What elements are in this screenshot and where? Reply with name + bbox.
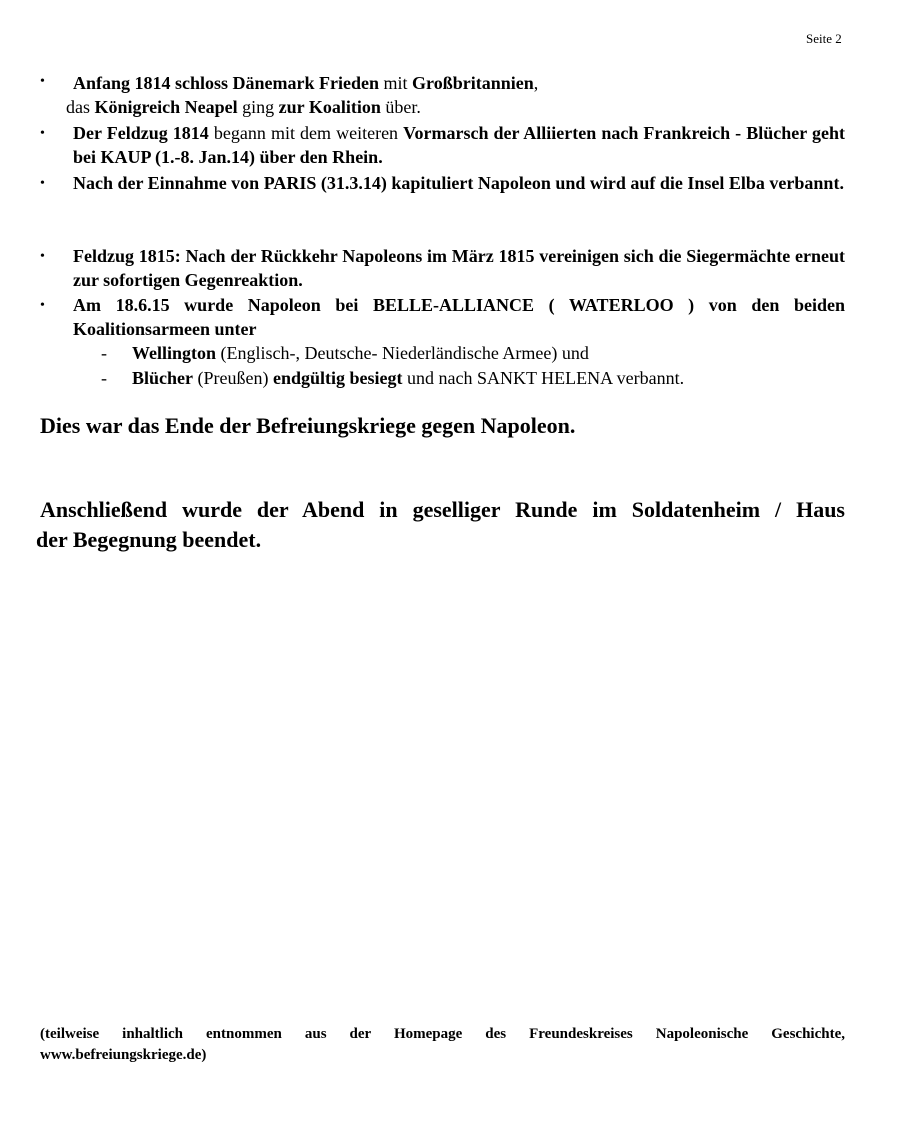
dash-icon: - xyxy=(101,343,107,363)
sub-2-detail-b: und nach SANKT HELENA verbannt. xyxy=(402,368,685,388)
bullet-icon: • xyxy=(40,176,45,191)
bullet-icon: • xyxy=(40,298,45,313)
bullet-1-text-c: das xyxy=(66,97,95,117)
source-note xyxy=(40,1024,845,1066)
bullet-1-text-d: ging xyxy=(237,97,279,117)
closing-paragraph xyxy=(36,495,845,555)
source-line-1: (teilweise inhaltlich entnommen aus der Homepage des Freundeskreises Napoleonische Geschichte, xyxy=(40,1026,845,1042)
bullet-icon: • xyxy=(40,126,45,141)
sub-item-wellington xyxy=(132,341,589,365)
sub-1-name: Wellington xyxy=(132,343,217,363)
conclusion-heading: Dies war das Ende der Befreiungskriege gegen Napoleon. xyxy=(40,413,576,438)
bullet-1-text-e: über. xyxy=(380,97,421,117)
bullet-2-text-a: begann mit dem weiteren xyxy=(208,123,404,143)
dash-icon: - xyxy=(101,368,107,388)
bullet-item-4: Feldzug 1815: Nach der Rückkehr Napoleons im März 1815 vereinigen sich die Siegermächte erneut zur sofortigen Gegenreaktion. xyxy=(73,246,845,290)
bullet-1-bold-b: Großbritannien xyxy=(412,73,534,93)
bullet-item-2 xyxy=(73,121,845,169)
sub-2-name: Blücher xyxy=(132,368,193,388)
page-number: Seite 2 xyxy=(806,31,842,46)
closing-line-2: der Begegnung beendet. xyxy=(36,527,262,552)
bullet-item-5: Am 18.6.15 wurde Napoleon bei BELLE-ALLIANCE ( WATERLOO ) von den beiden Koalitionsarmeen unter xyxy=(73,295,845,339)
bullet-1-bold-a: Anfang 1814 schloss Dänemark Frieden xyxy=(73,73,380,93)
sub-1-detail: (Englisch-, Deutsche- Niederländische Armee) und xyxy=(216,343,589,363)
bullet-icon: • xyxy=(40,249,45,264)
bullet-item-3: Nach der Einnahme von PARIS (31.3.14) kapituliert Napoleon und wird auf die Insel Elba verbannt. xyxy=(73,173,844,193)
bullet-1-bold-d: zur Koalition xyxy=(278,97,381,117)
source-line-2: www.befreiungskriege.de) xyxy=(40,1047,207,1063)
sub-2-detail-a: (Preußen) xyxy=(193,368,273,388)
bullet-item-1-continuation xyxy=(66,95,838,119)
bullet-1-text-b: , xyxy=(533,73,539,93)
sub-item-bluecher xyxy=(132,366,684,390)
sub-2-emphasis: endgültig besiegt xyxy=(272,368,403,388)
bullet-2-bold-a: Der Feldzug 1814 xyxy=(73,123,209,143)
closing-line-1: Anschließend wurde der Abend in geselliger Runde im Soldatenheim / Haus xyxy=(40,497,845,522)
bullet-item-1 xyxy=(73,71,845,95)
bullet-1-text-a: mit xyxy=(379,73,413,93)
bullet-1-bold-c: Königreich Neapel xyxy=(94,97,238,117)
bullet-icon: • xyxy=(40,74,45,89)
bullet-2-bold-b: Vormarsch der Alliierten nach Frankreich - Blücher geht bei KAUP (1.-8. Jan.14) über den Rhein. xyxy=(73,123,845,167)
